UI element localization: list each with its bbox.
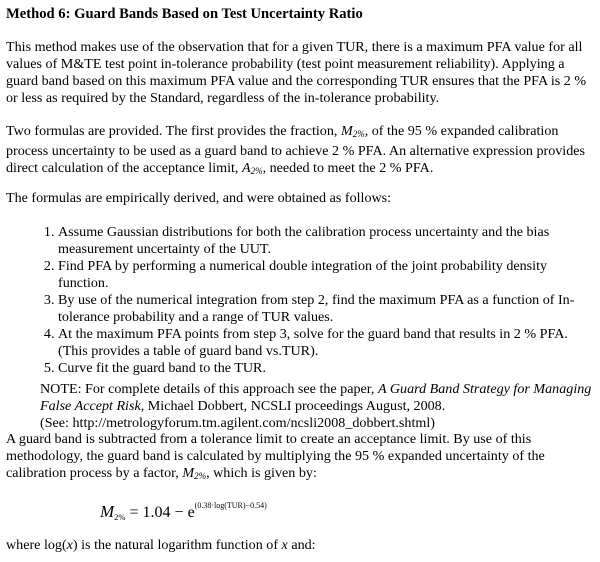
- note-text: [40, 381, 596, 415]
- where-text-1: where log(: [6, 537, 67, 553]
- guard-band-paragraph: [6, 431, 596, 485]
- intro-paragraph: This method makes use of the observation that for a given TUR, there is a maximum PFA value for all values of M&TE test point in-tolerance probability (test point measurement reliability). Applying a guard band based on this maximum PFA value and the corresponding TUR ensures that the PFA is 2 % or less as required by the Standard, regardless of the in-tolerance probability.: [6, 39, 587, 106]
- derivation-intro: The formulas are empirically derived, and were obtained as follows:: [6, 190, 392, 206]
- where-paragraph: [6, 537, 596, 554]
- a2-variable: A: [241, 160, 251, 176]
- where-text-3: and:: [287, 537, 316, 553]
- note-link[interactable]: (See: http://metrologyforum.tm.agilent.com/ncsli2008_dobbert.shtml): [40, 415, 435, 431]
- equation-exponent: (0.38·log(TUR)−0.54): [194, 501, 267, 510]
- note-prefix: NOTE: For complete details of this approach see the paper,: [40, 381, 378, 397]
- guard-text-1: A guard band is subtracted from a tolerance limit to create an acceptance limit. By use of this methodology, the guard band is calculated by multiplying the 95 % expanded uncertainty of the calibration process by a factor,: [6, 431, 545, 481]
- note-block: [40, 381, 596, 432]
- steps-list: [22, 224, 598, 377]
- m2-subscript: 2%: [352, 129, 365, 139]
- note-suffix: , Michael Dobbert, NCSLI proceedings August, 2008.: [140, 398, 446, 414]
- m2-variable: M: [340, 123, 353, 139]
- factor-variable: M: [182, 465, 195, 481]
- a2-subscript: 2%: [250, 166, 263, 176]
- section-title: Method 6: Guard Bands Based on Test Uncertainty Ratio: [6, 6, 363, 22]
- x-variable-2: x: [281, 537, 288, 553]
- list-item: 4. At the maximum PFA points from step 3, solve for the guard band that results in 2 % PFA. (This provides a table of guard band vs.TUR).: [58, 326, 598, 360]
- paper-title: A Guard Band Strategy for Managing False Accept Risk: [40, 381, 592, 414]
- factor-subscript: 2%: [194, 471, 207, 481]
- where-text-2: ) is the natural logarithm function of: [72, 537, 282, 553]
- equation-rhs: = 1.04 − e: [129, 504, 195, 521]
- list-item: 3. By use of the numerical integration from step 2, find the maximum PFA as a function of In-tolerance probability and a range of TUR values.: [58, 292, 598, 326]
- list-item: 2. Find PFA by performing a numerical double integration of the joint probability density function.: [58, 258, 598, 292]
- equation: [100, 497, 267, 526]
- list-item: 1. Assume Gaussian distributions for both the calibration process uncertainty and the bias measurement uncertainty of the UUT.: [58, 224, 598, 258]
- equation-lhs: M: [100, 502, 115, 521]
- formulas-text-2: , of the 95 % expanded calibration process uncertainty to be used as a guard band to achieve 2 % PFA. An alternative expression provides direct calculation of the acceptance limit,: [6, 123, 585, 176]
- guard-text-2: , which is given by:: [206, 465, 317, 481]
- equation-lhs-subscript: 2%: [114, 512, 126, 522]
- x-variable: x: [66, 537, 73, 553]
- formulas-paragraph: [6, 123, 596, 180]
- list-item: 5. Curve fit the guard band to the TUR.: [58, 360, 598, 377]
- formulas-text-1: Two formulas are provided. The first provides the fraction,: [6, 123, 341, 139]
- formulas-text-3: , needed to meet the 2 % PFA.: [262, 160, 434, 176]
